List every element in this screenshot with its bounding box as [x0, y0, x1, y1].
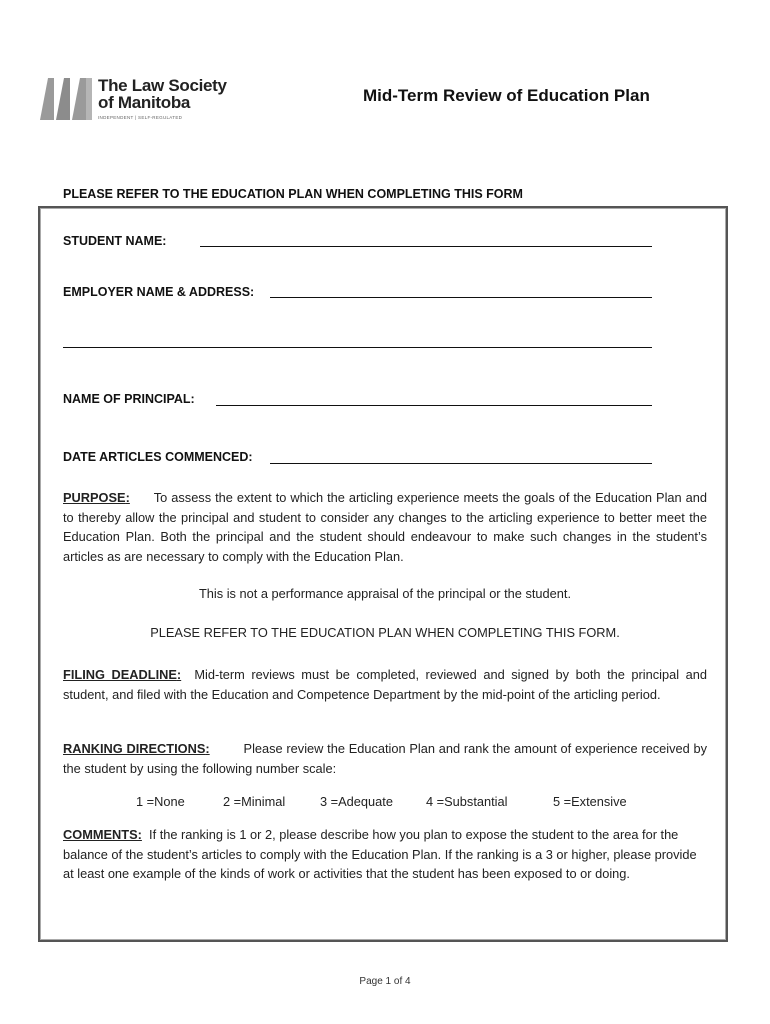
purpose-text: To assess the extent to which the articling experience meets the goals of the Education Plan and to thereby allow the principal and student to consider any changes to the articling experience to better meet the Education Plan. Both the principal and the student should endeavour to make such changes in the student’s articles as are necessary to comply with the Education Plan. — [63, 490, 707, 564]
comments-section — [63, 825, 707, 884]
refer-notice-top: PLEASE REFER TO THE EDUCATION PLAN WHEN COMPLETING THIS FORM — [63, 187, 523, 201]
employer-label: EMPLOYER NAME & ADDRESS: — [63, 285, 255, 299]
scale-item-4: 4 =Substantial — [426, 794, 508, 809]
principal-field[interactable] — [216, 405, 652, 406]
purpose-section: PURPOSE: To assess the extent to which the articling experience meets the goals of the Education Plan and to thereby allow the principal and student to consider any changes to the articling experience to better meet the Education Plan. Both the principal and the student should endeavour to make such changes in the student’s articles as are necessary to comply with the Education Plan. — [63, 490, 707, 564]
page-number: Page 1 of 4 — [359, 976, 411, 987]
student-name-field[interactable] — [200, 246, 652, 247]
employer-field-line2[interactable] — [63, 347, 652, 348]
comments-heading: COMMENTS: — [63, 827, 142, 842]
logo-tagline: INDEPENDENT | SELF-REGULATED — [98, 115, 183, 120]
logo-wordmark — [98, 77, 227, 111]
logo-name-line1: The Law Society — [98, 76, 227, 95]
principal-label: NAME OF PRINCIPAL: — [63, 392, 195, 406]
purpose-heading: PURPOSE — [63, 490, 126, 505]
filing-heading: FILING DEADLINE — [63, 667, 177, 682]
law-society-logo — [40, 74, 240, 126]
date-commenced-label: DATE ARTICLES COMMENCED: — [63, 450, 253, 464]
scale-item-2: 2 =Minimal — [223, 794, 286, 809]
comments-text: If the ranking is 1 or 2, please describe how you plan to expose the student to the area for the balance of the student’s articles to comply with the Education Plan. If the ranking is a 3 or higher, please provide at least one example of the kinds of work or activities that the student has been exposed to or doing. — [63, 827, 697, 882]
law-society-logo-mark-icon — [40, 76, 92, 120]
filing-text: Mid-term reviews must be completed, reviewed and signed by both the principal and student, and filed with the Education and Competence Department by the mid-point of the articling period. — [63, 667, 707, 702]
employer-field-line1[interactable] — [270, 297, 652, 298]
scale-item-3: 3 =Adequate — [320, 794, 393, 809]
scale-item-1: 1 =None — [136, 794, 185, 809]
ranking-heading: RANKING DIRECTIONS — [63, 741, 206, 756]
filing-section: FILING DEADLINE: Mid-term reviews must be completed, reviewed and signed by both the principal and student, and filed with the Education and Competence Department by the mid-point of the articling period. — [63, 667, 707, 702]
ranking-text: Please review the Education Plan and rank the amount of experience received by the student by using the following number scale: — [63, 741, 707, 776]
logo-name-line2: of Manitoba — [98, 93, 191, 112]
refer-notice-repeat: PLEASE REFER TO THE EDUCATION PLAN WHEN COMPLETING THIS FORM. — [150, 625, 620, 640]
not-appraisal-notice: This is not a performance appraisal of the principal or the student. — [198, 586, 572, 601]
document-title: Mid-Term Review of Education Plan — [363, 86, 650, 105]
student-name-label: STUDENT NAME: — [63, 234, 167, 248]
date-commenced-field[interactable] — [270, 463, 652, 464]
ranking-section: RANKING DIRECTIONS: Please review the Education Plan and rank the amount of experience received by the student by using the following number scale: — [63, 741, 707, 776]
scale-item-5: 5 =Extensive — [553, 794, 627, 809]
